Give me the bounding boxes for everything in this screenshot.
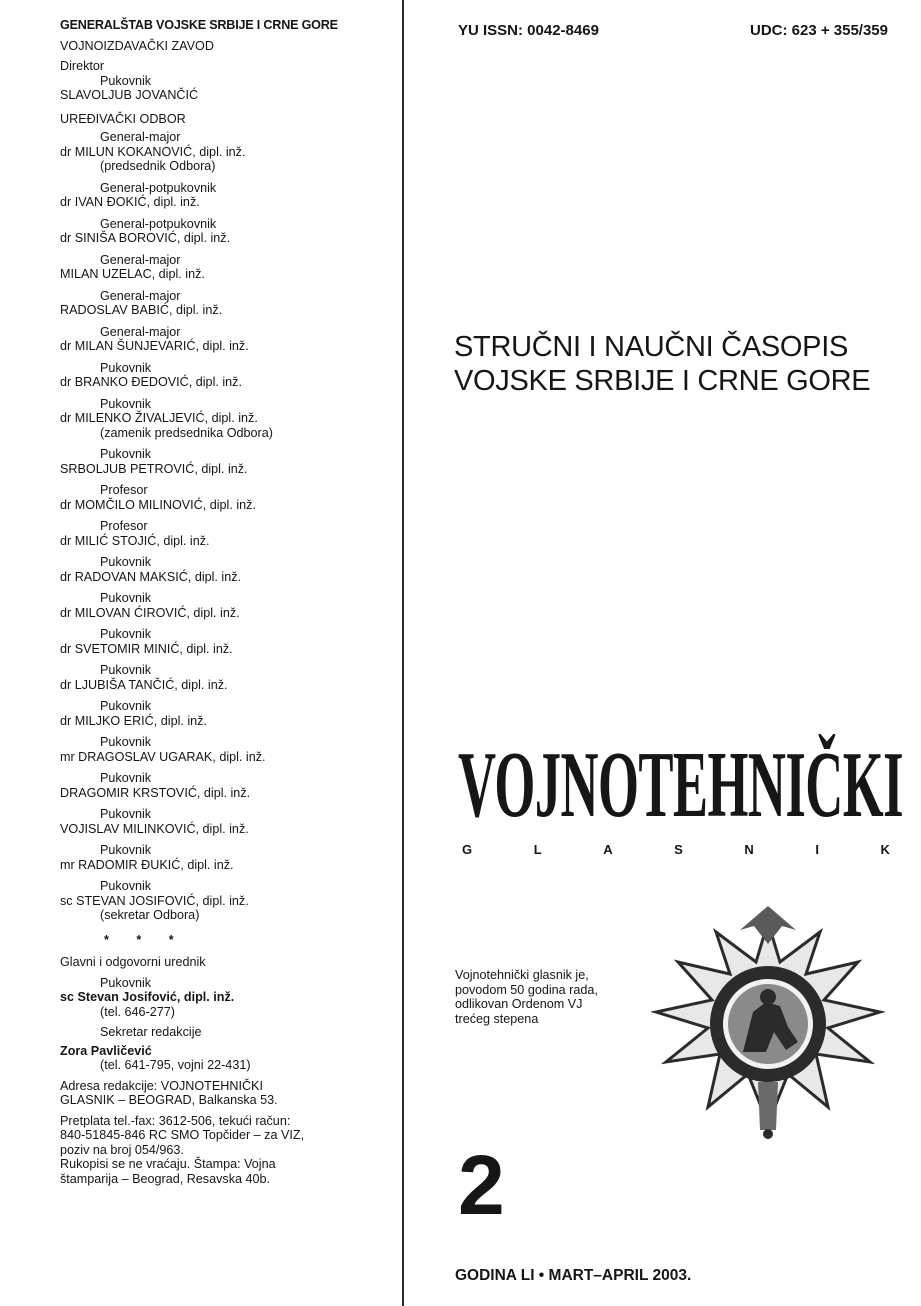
member-note: (predsednik Odbora) [100, 159, 216, 173]
member-rank: Profesor [100, 519, 148, 533]
address-line1: Adresa redakcije: VOJNOTEHNIČKI [60, 1078, 263, 1093]
member-rank: Pukovnik [100, 591, 152, 605]
separator-stars: * * * [104, 932, 186, 947]
member-name: dr MILIĆ STOJIĆ, dipl. inž. [60, 533, 210, 548]
member-name: dr SVETOMIR MINIĆ, dipl. inž. [60, 641, 233, 656]
column-divider [402, 0, 404, 1306]
member-rank: Profesor [100, 483, 148, 497]
member-rank: Pukovnik [100, 627, 152, 641]
member-name: dr MILUN KOKANOVIĆ, dipl. inž. [60, 144, 246, 159]
director-label: Direktor [60, 59, 105, 73]
issn: YU ISSN: 0042-8469 [458, 22, 599, 39]
member-rank: General-major [100, 252, 181, 267]
member-rank: Pukovnik [100, 447, 152, 461]
subscription-line2: 840-51845-846 RC SMO Topčider – za VIZ, [60, 1128, 305, 1142]
subscription-line1: Pretplata tel.-fax: 3612-506, tekući račun: [60, 1113, 291, 1128]
member-name: dr IVAN ĐOKIĆ, dipl. inž. [60, 195, 200, 209]
editor-rank: Pukovnik [100, 975, 152, 990]
subscription-line5: štamparija – Beograd, Resavska 40b. [60, 1171, 271, 1186]
member-name: mr DRAGOSLAV UGARAK, dipl. inž. [60, 749, 266, 764]
glasnik-letter: G [462, 842, 473, 857]
member-rank: Pukovnik [100, 555, 152, 569]
member-name: dr MOMČILO MILINOVIĆ, dipl. inž. [60, 497, 256, 512]
member-rank: Pukovnik [100, 807, 152, 821]
member-name: MILAN UZELAC, dipl. inž. [60, 267, 205, 281]
glasnik-letter: K [880, 842, 890, 857]
udc: UDC: 623 + 355/359 [749, 22, 888, 39]
member-rank: General-major [100, 288, 181, 303]
award-line4: trećeg stepena [455, 1011, 539, 1026]
glasnik-letter: A [603, 842, 613, 857]
board-title: UREĐIVAČKI ODBOR [60, 111, 186, 126]
subscription-line3: poziv na broj 054/963. [60, 1142, 184, 1157]
member-rank: Pukovnik [100, 879, 152, 893]
member-name: dr SINIŠA BOROVIĆ, dipl. inž. [60, 231, 231, 245]
member-rank: General-major [100, 130, 181, 144]
subtitle-line2: VOJSKE SRBIJE I CRNE GORE [454, 365, 871, 397]
member-name: mr RADOMIR ĐUKIĆ, dipl. inž. [60, 857, 234, 872]
member-name: dr RADOVAN MAKSIĆ, dipl. inž. [60, 569, 242, 584]
issue-footer: GODINA LI • MART–APRIL 2003. [455, 1267, 692, 1284]
secretary-label: Sekretar redakcije [100, 1025, 202, 1039]
award-line2: povodom 50 godina rada, [455, 982, 598, 997]
member-rank: Pukovnik [100, 843, 152, 857]
editor-phone: (tel. 646-277) [100, 1004, 175, 1019]
member-name: dr MILENKO ŽIVALJEVIĆ, dipl. inž. [60, 411, 258, 425]
director-name: SLAVOLJUB JOVANČIĆ [60, 88, 199, 102]
institute: VOJNOIZDAVAČKI ZAVOD [60, 38, 214, 53]
member-rank: General-potpukovnik [100, 180, 217, 195]
member-name: sc STEVAN JOSIFOVIĆ, dipl. inž. [60, 893, 249, 908]
glasnik-letter: I [815, 842, 819, 857]
member-note: (zamenik predsednika Odbora) [100, 425, 273, 440]
member-rank: Pukovnik [100, 699, 152, 713]
member-rank: Pukovnik [100, 735, 152, 749]
member-name: VOJISLAV MILINKOVIĆ, dipl. inž. [60, 821, 249, 836]
member-rank: Pukovnik [100, 396, 152, 411]
member-note: (sekretar Odbora) [100, 908, 200, 922]
secretary-name: Zora Pavličević [60, 1043, 152, 1058]
award-note [455, 968, 598, 1026]
member-rank: General-potpukovnik [100, 216, 217, 231]
subtitle-line1: STRUČNI I NAUČNI ČASOPIS [454, 331, 849, 363]
address-line2: GLASNIK – BEOGRAD, Balkanska 53. [60, 1093, 278, 1107]
member-name: dr LJUBIŠA TANČIĆ, dipl. inž. [60, 677, 228, 692]
subscription-line4: Rukopisi se ne vraćaju. Štampa: Vojna [60, 1157, 276, 1171]
glasnik-letter: L [533, 842, 542, 857]
member-name: DRAGOMIR KRSTOVIĆ, dipl. inž. [60, 785, 251, 800]
glasnik-letter: S [674, 842, 683, 857]
award-line3: odlikovan Ordenom VJ [455, 997, 583, 1011]
publisher: GENERALŠTAB VOJSKE SRBIJE I CRNE GORE [60, 18, 338, 32]
member-name: SRBOLJUB PETROVIĆ, dipl. inž. [60, 461, 248, 476]
director-rank: Pukovnik [100, 73, 152, 88]
member-rank: Pukovnik [100, 360, 152, 375]
order-emblem-icon [648, 902, 888, 1140]
masthead-credits [60, 18, 398, 1186]
board-members [60, 130, 398, 923]
member-name: dr MILAN ŠUNJEVARIĆ, dipl. inž. [60, 339, 249, 353]
member-rank: Pukovnik [100, 663, 152, 677]
member-rank: General-major [100, 324, 181, 339]
member-name: dr MILJKO ERIĆ, dipl. inž. [60, 713, 207, 728]
journal-subtitle [454, 330, 870, 398]
journal-title-glasnik [462, 842, 890, 857]
editor-label: Glavni i odgovorni urednik [60, 955, 206, 969]
member-name: dr MILOVAN ĆIROVIĆ, dipl. inž. [60, 605, 240, 620]
glasnik-letter: N [744, 842, 754, 857]
award-line1: Vojnotehnički glasnik je, [455, 968, 589, 982]
member-rank: Pukovnik [100, 771, 152, 785]
journal-title [458, 733, 904, 837]
editor-name: sc Stevan Josifović, dipl. inž. [60, 990, 235, 1004]
journal-title-text: VOJNOTEHNIČKI [458, 733, 904, 837]
member-name: dr BRANKO ĐEDOVIĆ, dipl. inž. [60, 375, 242, 389]
secretary-phone: (tel. 641-795, vojni 22-431) [100, 1058, 251, 1072]
issue-number: 2 [458, 1138, 505, 1232]
member-name: RADOSLAV BABIĆ, dipl. inž. [60, 303, 223, 317]
